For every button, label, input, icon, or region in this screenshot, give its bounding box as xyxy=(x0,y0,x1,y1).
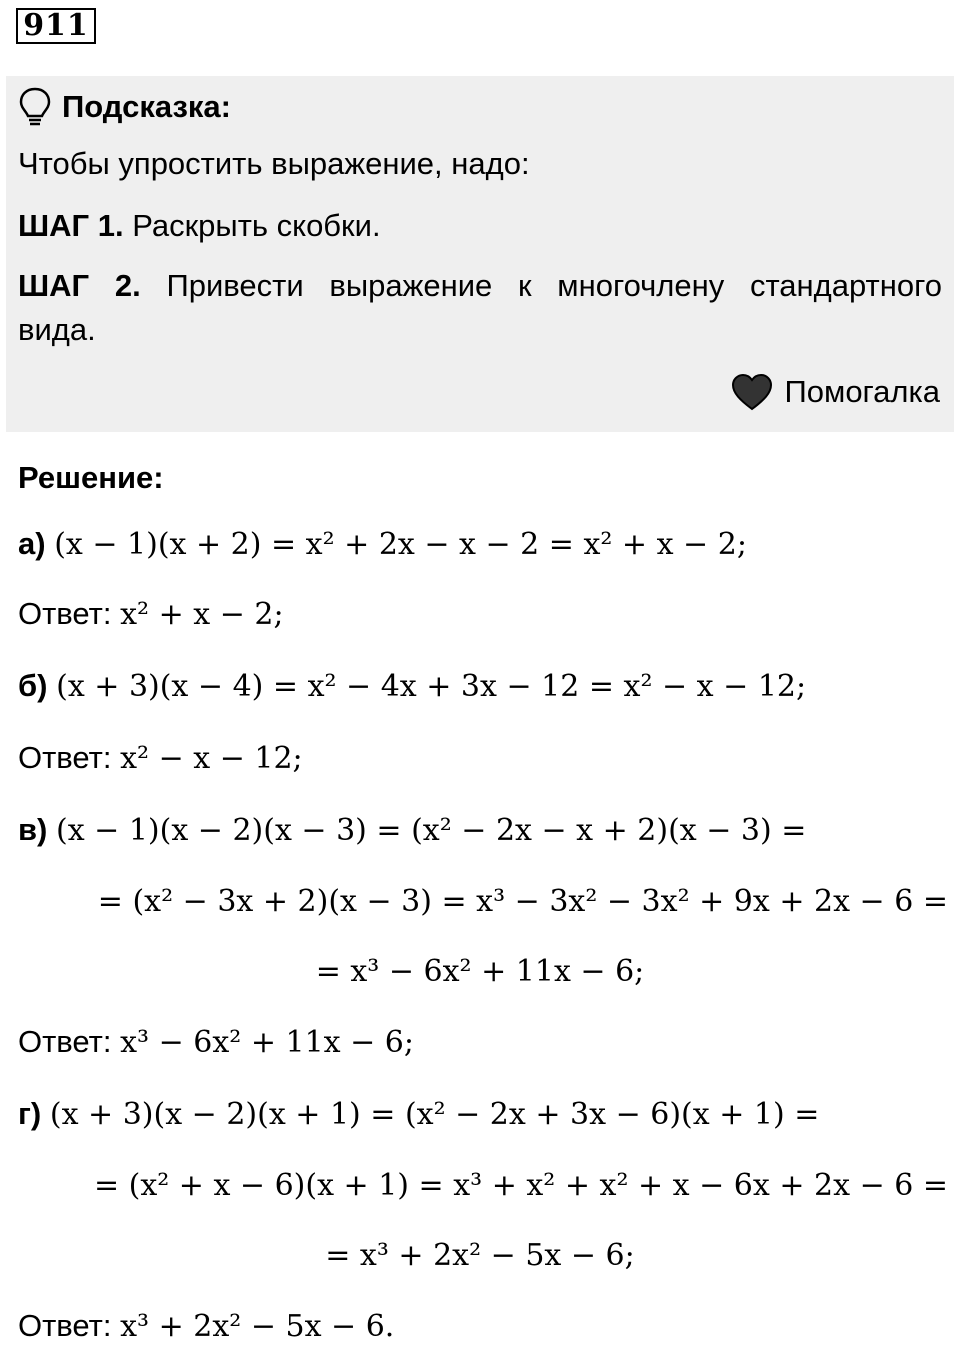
task-number: 911 xyxy=(16,8,96,44)
solution-title: Решение: xyxy=(18,460,164,495)
part-b-label: б) xyxy=(18,668,48,703)
part-a-label: а) xyxy=(18,526,46,561)
step-2-text: Привести выражение к многочлену стандартного xyxy=(166,268,942,303)
part-v-expr-2: = (x² − 3x + 2)(x − 3) = x³ − 3x² − 3x² + 9x + 2x − 6 = xyxy=(97,884,948,919)
part-g-expr-3: = x³ + 2x² − 5x − 6; xyxy=(325,1238,635,1273)
part-b-expr: (x + 3)(x − 4) = x² − 4x + 3x − 12 = x² − x − 12; xyxy=(56,669,807,704)
hint-box xyxy=(6,76,954,432)
hint-step-1 xyxy=(18,208,381,244)
answer-label: Ответ: xyxy=(18,596,112,631)
hint-title xyxy=(18,86,231,128)
step-2-label: ШАГ 2. xyxy=(18,268,141,303)
heart-icon xyxy=(730,372,774,412)
hint-step-2-cont: вида. xyxy=(18,312,96,347)
lightbulb-icon xyxy=(18,86,52,128)
part-v xyxy=(18,812,806,848)
answer-label: Ответ: xyxy=(18,1024,112,1059)
answer-label: Ответ: xyxy=(18,740,112,775)
part-g-label: г) xyxy=(18,1096,42,1131)
part-g xyxy=(18,1096,819,1132)
part-g-expr-1: (x + 3)(x − 2)(x + 1) = (x² − 2x + 3x − 6)(x + 1) = xyxy=(49,1097,820,1132)
part-v-answer xyxy=(18,1024,414,1060)
answer-value: x² + x − 2; xyxy=(120,597,284,632)
part-a-expr: (x − 1)(x + 2) = x² + 2x − x − 2 = x² + x − 2; xyxy=(54,527,747,562)
step-1-text: Раскрыть скобки. xyxy=(132,208,381,243)
part-a xyxy=(18,526,747,562)
answer-value: x³ + 2x² − 5x − 6. xyxy=(120,1309,395,1344)
hint-title-text: Подсказка: xyxy=(62,89,231,124)
answer-label: Ответ: xyxy=(18,1308,112,1343)
helper-link[interactable] xyxy=(730,372,940,412)
part-b-answer xyxy=(18,740,303,776)
part-v-label: в) xyxy=(18,812,48,847)
part-g-expr-2: = (x² + x − 6)(x + 1) = x³ + x² + x² + x − 6x + 2x − 6 = xyxy=(93,1168,948,1203)
hint-intro: Чтобы упростить выражение, надо: xyxy=(18,146,530,181)
hint-step-2 xyxy=(18,268,942,304)
helper-label: Помогалка xyxy=(784,374,940,409)
answer-value: x³ − 6x² + 11x − 6; xyxy=(120,1025,414,1060)
step-1-label: ШАГ 1. xyxy=(18,208,124,243)
part-v-expr-3: = x³ − 6x² + 11x − 6; xyxy=(315,954,645,989)
part-v-expr-1: (x − 1)(x − 2)(x − 3) = (x² − 2x − x + 2)(x − 3) = xyxy=(56,813,807,848)
part-a-answer xyxy=(18,596,284,632)
part-b xyxy=(18,668,806,704)
answer-value: x² − x − 12; xyxy=(120,741,303,776)
part-g-answer xyxy=(18,1308,394,1344)
